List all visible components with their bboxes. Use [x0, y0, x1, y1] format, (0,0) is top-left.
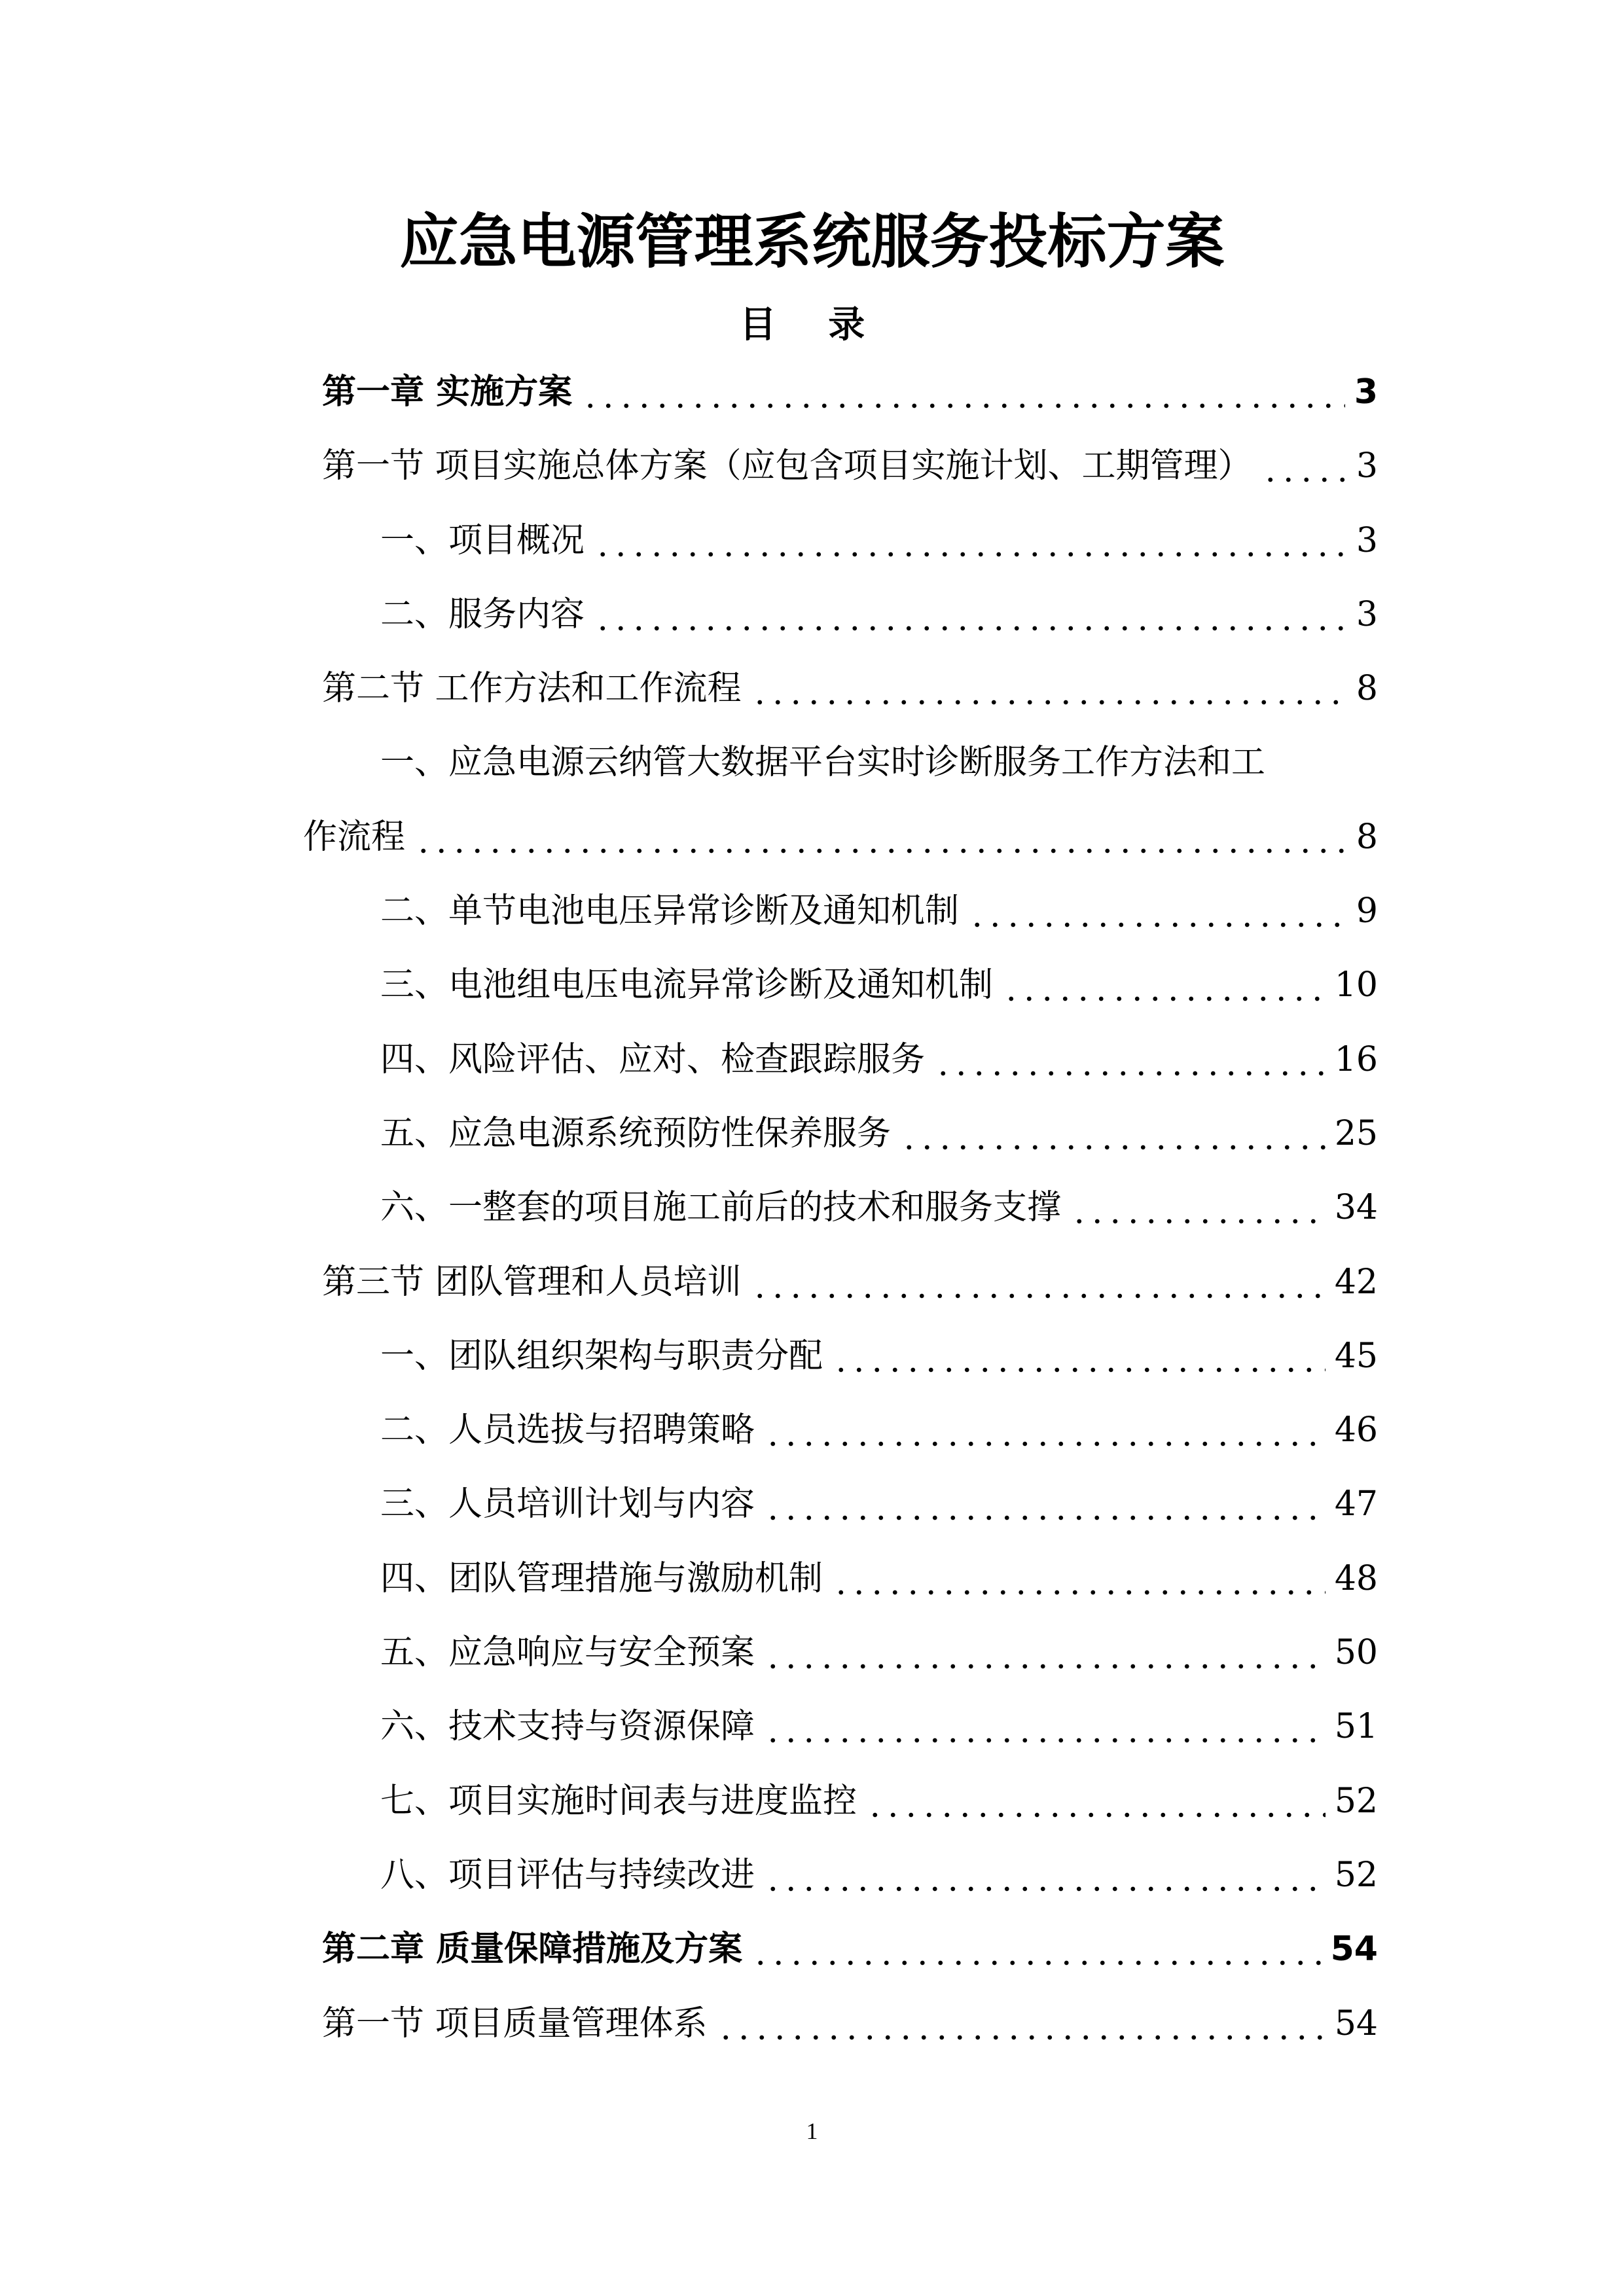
dot-leader — [832, 1319, 1326, 1393]
document-title: 应急电源管理系统服务投标方案 — [399, 207, 1225, 276]
toc-entry-title: 第一节 项目质量管理体系 — [322, 2003, 708, 2043]
toc-entry-title: 第三节 团队管理和人员培训 — [322, 1262, 742, 1302]
dot-leader — [866, 1765, 1326, 1839]
toc-entry-page: 8 — [1356, 817, 1378, 857]
toc-entry-page: 46 — [1334, 1410, 1378, 1450]
toc-entry-page: 47 — [1334, 1484, 1378, 1524]
dot-leader — [751, 1246, 1326, 1319]
toc-entry[interactable] — [303, 874, 1378, 948]
toc-entry-title: 三、人员培训计划与内容 — [380, 1484, 755, 1524]
toc-entry[interactable] — [303, 1765, 1378, 1839]
toc-entry[interactable] — [303, 1987, 1378, 2061]
dot-leader — [764, 1393, 1326, 1467]
toc-entry-page: 48 — [1334, 1558, 1378, 1598]
toc-entry-title: 一、项目概况 — [380, 520, 585, 560]
toc-entry-title: 五、应急响应与安全预案 — [380, 1633, 755, 1673]
toc-entry-title: 四、团队管理措施与激励机制 — [380, 1558, 823, 1598]
toc-entry-page: 3 — [1356, 520, 1378, 560]
toc-entry-page: 10 — [1334, 965, 1378, 1005]
toc-entry-page: 8 — [1356, 669, 1378, 709]
toc-entry-title: 四、风险评估、应对、检查跟踪服务 — [380, 1039, 926, 1079]
dot-leader — [764, 1616, 1326, 1690]
toc-entry-title: 七、项目实施时间表与进度监控 — [380, 1781, 857, 1821]
toc-entry[interactable] — [303, 1912, 1378, 1986]
toc-entry-title: 第一节 项目实施总体方案（应包含项目实施计划、工期管理） — [322, 446, 1252, 486]
toc-entry[interactable] — [303, 1171, 1378, 1245]
dot-leader — [414, 800, 1347, 874]
toc-entry-title: 二、人员选拔与招聘策略 — [380, 1410, 755, 1450]
toc-entry[interactable] — [303, 800, 1378, 874]
toc-entry[interactable] — [303, 578, 1378, 652]
toc-entry[interactable] — [303, 429, 1378, 503]
toc-entry[interactable] — [303, 1097, 1378, 1171]
toc-entry-title: 二、服务内容 — [380, 594, 585, 634]
toc-entry-page: 16 — [1334, 1039, 1378, 1079]
toc-entry-title: 二、单节电池电压异常诊断及通知机制 — [380, 891, 960, 931]
toc-entry-title: 一、应急电源云纳管大数据平台实时诊断服务工作方法和工 — [380, 743, 1266, 783]
dot-leader — [1261, 429, 1347, 503]
toc-entry-page: 51 — [1334, 1707, 1378, 1747]
toc-entry[interactable] — [303, 504, 1378, 578]
dot-leader — [900, 1097, 1326, 1171]
toc-entry-page: 54 — [1330, 1929, 1378, 1969]
toc-entry[interactable] — [303, 1393, 1378, 1467]
dot-leader — [594, 504, 1347, 578]
dot-leader — [764, 1839, 1326, 1912]
dot-leader — [717, 1987, 1326, 2061]
toc-entry-title: 作流程 — [303, 817, 406, 857]
dot-leader — [764, 1690, 1326, 1764]
toc-entry[interactable] — [303, 652, 1378, 726]
dot-leader — [594, 578, 1347, 652]
toc-entry-page: 45 — [1334, 1336, 1378, 1376]
toc-entry-page: 50 — [1334, 1633, 1378, 1673]
toc-entry[interactable] — [303, 1839, 1378, 1912]
dot-leader — [751, 1912, 1322, 1986]
dot-leader — [1002, 948, 1326, 1022]
toc-entry[interactable] — [303, 1319, 1378, 1393]
toc-entry-title: 五、应急电源系统预防性保养服务 — [380, 1113, 892, 1153]
dot-leader — [968, 874, 1347, 948]
toc-entry-title: 第一章 实施方案 — [322, 372, 573, 412]
toc-entry-title: 一、团队组织架构与职责分配 — [380, 1336, 823, 1376]
toc-entry-title: 三、电池组电压电流异常诊断及通知机制 — [380, 965, 994, 1005]
page-number: 1 — [806, 2118, 818, 2144]
toc-heading: 目 录 — [739, 304, 885, 346]
dot-leader — [751, 652, 1347, 726]
toc-entry-page: 3 — [1354, 372, 1378, 412]
toc-entry[interactable] — [303, 1690, 1378, 1764]
toc-entry-title: 六、技术支持与资源保障 — [380, 1707, 755, 1747]
toc-entry-title: 第二章 质量保障措施及方案 — [322, 1929, 743, 1969]
toc-entry-page: 3 — [1356, 446, 1378, 486]
dot-leader — [832, 1542, 1326, 1616]
toc-entry[interactable] — [303, 726, 1378, 800]
toc-entry[interactable] — [303, 1616, 1378, 1690]
toc-entry-page: 3 — [1356, 594, 1378, 634]
toc-entry-page: 9 — [1356, 891, 1378, 931]
toc-entry[interactable] — [303, 1246, 1378, 1319]
dot-leader — [581, 355, 1345, 429]
dot-leader — [934, 1023, 1326, 1097]
toc-entry[interactable] — [303, 1467, 1378, 1541]
dot-leader — [764, 1467, 1326, 1541]
toc-entry-title: 六、一整套的项目施工前后的技术和服务支撑 — [380, 1188, 1062, 1228]
toc-entry-title: 八、项目评估与持续改进 — [380, 1855, 755, 1895]
toc-entry-page: 54 — [1334, 2003, 1378, 2043]
toc-entry-title: 第二节 工作方法和工作流程 — [322, 669, 742, 709]
toc-entry-page: 42 — [1334, 1262, 1378, 1302]
toc-entry[interactable] — [303, 948, 1378, 1022]
table-of-contents — [303, 355, 1378, 2061]
toc-entry-page: 52 — [1334, 1781, 1378, 1821]
dot-leader — [1070, 1171, 1326, 1245]
toc-entry[interactable] — [303, 355, 1378, 429]
toc-entry[interactable] — [303, 1023, 1378, 1097]
toc-entry-page: 25 — [1334, 1113, 1378, 1153]
toc-entry[interactable] — [303, 1542, 1378, 1616]
toc-entry-page: 52 — [1334, 1855, 1378, 1895]
toc-entry-page: 34 — [1334, 1188, 1378, 1228]
